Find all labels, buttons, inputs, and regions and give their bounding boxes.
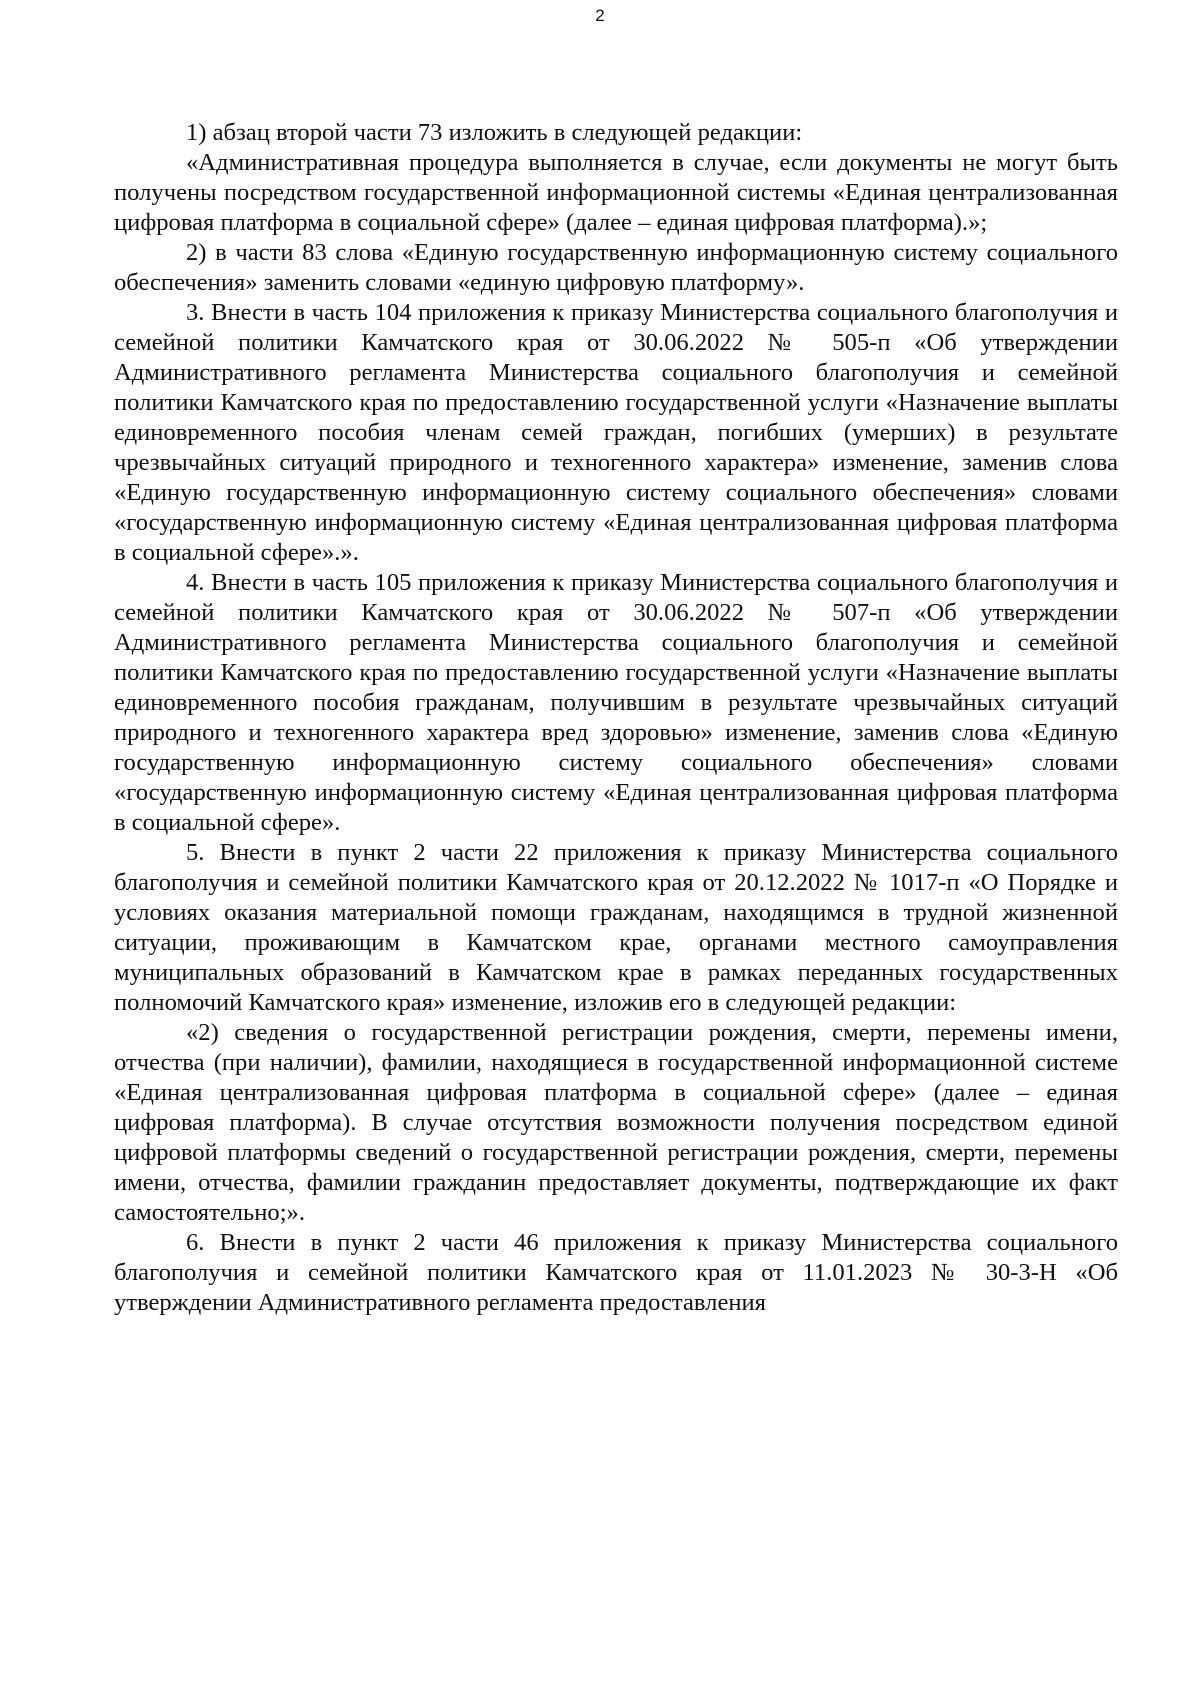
document-body [114, 118, 1118, 1318]
paragraph-quoted-text-2: «2) сведения о государственной регистрации рождения, смерти, перемены имени, отчества (при наличии), фамилии, находящиеся в государственной информационной системе «Единая централизованная цифровая платформа в социальной сфере» (далее – единая цифровая платформа). В случае отсутствия возможности получения посредством единой цифровой платформы сведений о государственной регистрации рождения, смерти, перемены имени, отчества, фамилии гражданин предоставляет документы, подтверждающие их факт самостоятельно;». [114, 1019, 1118, 1226]
paragraph-amendment-1: 1) абзац второй части 73 изложить в следующей редакции: [186, 119, 803, 146]
paragraph-quoted-text-1: «Административная процедура выполняется в случае, если документы не могут быть получены посредством государственной информационной системы «Единая централизованная цифровая платформа в социальной сфере» (далее – единая цифровая платформа).»; [114, 149, 1118, 236]
paragraph-amendment-2: 2) в части 83 слова «Единую государственную информационную систему социального обеспечения» заменить словами «единую цифровую платформу». [114, 239, 1118, 296]
paragraph-item-6: 6. Внести в пункт 2 части 46 приложения к приказу Министерства социального благополучия и семейной политики Камчатского края от 11.01.2023 № 30-3-Н «Об утверждении Административного регламента предоставления [114, 1229, 1118, 1316]
paragraph-item-3: 3. Внести в часть 104 приложения к приказу Министерства социального благополучия и семейной политики Камчатского края от 30.06.2022 № 505-п «Об утверждении Административного регламента Министерства социального благополучия и семейной политики Камчатского края по предоставлению государственной услуги «Назначение выплаты единовременного пособия членам семей граждан, погибших (умерших) в результате чрезвычайных ситуаций природного и техногенного характера» изменение, заменив слова «Единую государственную информационную систему социального обеспечения» словами «государственную информационную систему «Единая централизованная цифровая платформа в социальной сфере».». [114, 299, 1118, 566]
paragraph-item-4: 4. Внести в часть 105 приложения к приказу Министерства социального благополучия и семейной политики Камчатского края от 30.06.2022 № 507-п «Об утверждении Административного регламента Министерства социального благополучия и семейной политики Камчатского края по предоставлению государственной услуги «Назначение выплаты единовременного пособия гражданам, получившим в результате чрезвычайных ситуаций природного и техногенного характера вред здоровью» изменение, заменив слова «Единую государственную информационную систему социального обеспечения» словами «государственную информационную систему «Единая централизованная цифровая платформа в социальной сфере». [114, 569, 1118, 836]
page-number: 2 [595, 6, 605, 25]
paragraph-item-5: 5. Внести в пункт 2 части 22 приложения к приказу Министерства социального благополучия и семейной политики Камчатского края от 20.12.2022 № 1017-п «О Порядке и условиях оказания материальной помощи гражданам, находящимся в трудной жизненной ситуации, проживающим в Камчатском крае, органами местного самоуправления муниципальных образований в Камчатском крае в рамках переданных государственных полномочий Камчатского края» изменение, изложив его в следующей редакции: [114, 839, 1118, 1016]
